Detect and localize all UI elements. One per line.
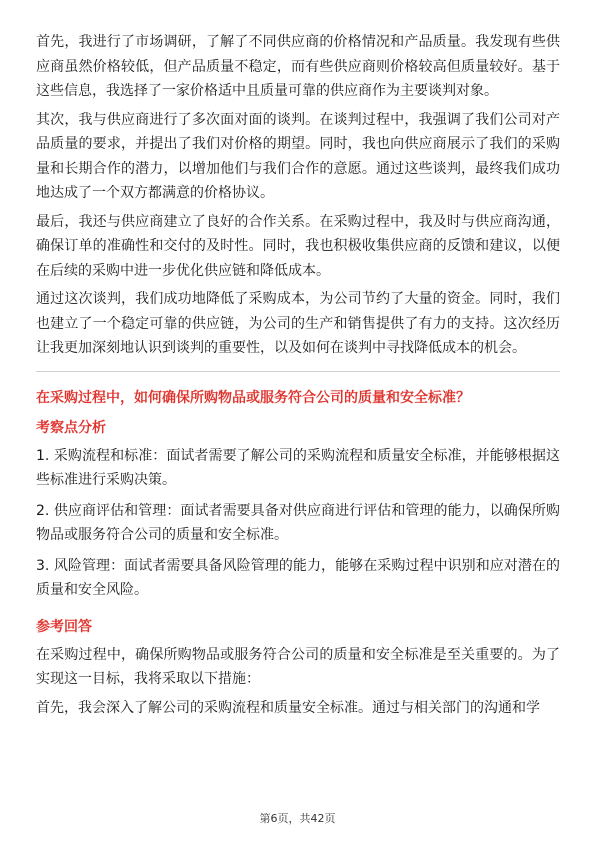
analysis-point-1: 1. 采购流程和标准：面试者需要了解公司的采购流程和质量安全标准，并能够根据这些标准进行采购决策。 [36, 447, 560, 488]
intro-paragraph-4: 通过这次谈判，我们成功地降低了采购成本，为公司节约了大量的资金。同时，我们也建立了一个稳定可靠的供应链，为公司的生产和销售提供了有力的支持。这次经历让我更加深刻地认识到谈判的重要性，以及如何在谈判中寻找降低成本的机会。 [36, 291, 560, 356]
question-heading: 在采购过程中，如何确保所购物品或服务符合公司的质量和安全标准？ [36, 389, 470, 406]
analysis-point-3: 3. 风险管理：面试者需要具备风险管理的能力，能够在采购过程中识别和应对潜在的质量和安全风险。 [36, 557, 560, 598]
intro-paragraph-3: 最后，我还与供应商建立了良好的合作关系。在采购过程中，我及时与供应商沟通，确保订单的准确性和交付的及时性。同时，我也积极收集供应商的反馈和建议，以便在后续的采购中进一步优化供应链和降低成本。 [36, 213, 560, 279]
intro-paragraph-2: 其次，我与供应商进行了多次面对面的谈判。在谈判过程中，我强调了我们公司对产品质量的要求，并提出了我们对价格的期望。同时，我也向供应商展示了我们的采购量和长期合作的潜力，以增加他们与我们合作的意愿。通过这些谈判，最终我们成功地达成了一个双方都满意的价格协议。 [36, 111, 560, 201]
answer-title: 参考回答 [36, 618, 92, 635]
answer-paragraph-1: 在采购过程中，确保所购物品或服务符合公司的质量和安全标准是至关重要的。为了实现这一目标，我将采取以下措施： [36, 646, 560, 687]
analysis-title: 考察点分析 [36, 419, 106, 436]
analysis-point-2: 2. 供应商评估和管理：面试者需要具备对供应商进行评估和管理的能力，以确保所购物品或服务符合公司的质量和安全标准。 [36, 502, 560, 543]
answer-paragraph-2: 首先，我会深入了解公司的采购流程和质量安全标准。通过与相关部门的沟通和学 [36, 699, 540, 716]
document-body [36, 30, 560, 724]
section-divider [36, 371, 560, 372]
page-footer: 第6页，共42页 [259, 812, 336, 825]
intro-paragraph-1: 首先，我进行了市场调研，了解了不同供应商的价格情况和产品质量。我发现有些供应商虽然价格较低，但产品质量不稳定，而有些供应商则价格较高但质量较好。基于这些信息，我选择了一家价格适中且质量可靠的供应商作为主要谈判对象。 [36, 34, 560, 99]
